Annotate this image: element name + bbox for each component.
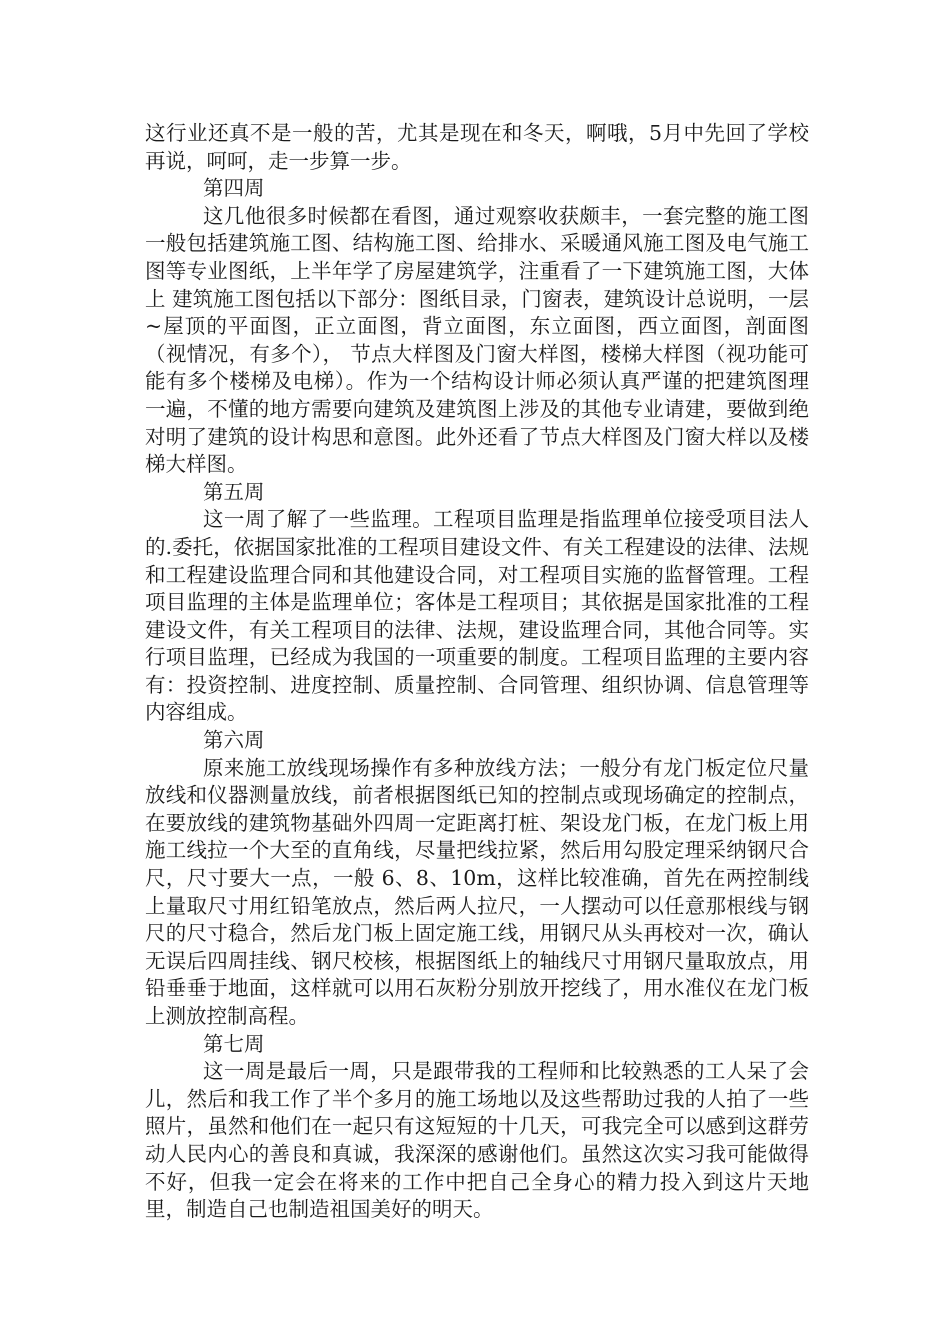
section-heading-week-5: 第五周 [203, 479, 265, 504]
paragraph-week-5: 这一周了解了一些监理。工程项目监理是指监理单位接受项目法人的.委托，依据国家批准的工程项目建设文件、有关工程建设的法律、法规和工程建设监理合同和其他建设合同，对工程项目实施的监督管理。工程项目监理的主体是监理单位；客体是工程项目；其依据是国家批准的工程建设文件，有关工程项目的法律、法规，建设监理合同，其他合同等。实行项目监理，已经成为我国的一项重要的制度。工程项目监理的主要内容有：投资控制、进度控制、质量控制、合同管理、组织协调、信息管理等内容组成。 [145, 507, 809, 725]
paragraph-week-7: 这一周是最后一周，只是跟带我的工程师和比较熟悉的工人呆了会儿，然后和我工作了半个多月的施工场地以及这些帮助过我的人拍了一些照片，虽然和他们在一起只有这短短的十几天，可我完全可以感到这群劳动人民内心的善良和真诚，我深深的感谢他们。虽然这次实习我可能做得不好，但我一定会在将来的工作中把自己全身心的精力投入到这片天地里，制造自己也制造祖国美好的明天。 [145, 1059, 809, 1222]
paragraph-week-6: 原来施工放线现场操作有多种放线方法；一般分有龙门板定位尺量放线和仪器测量放线，前者根据图纸已知的控制点或现场确定的控制点，在要放线的建筑物基础外四周一定距离打桩、架设龙门板，在龙门板上用施工线拉一个大至的直角线，尽量把线拉紧，然后用勾股定理采纳钢尺合尺，尺寸要大一点，一般 6、8、10m，这样比较准确，首先在两控制线上量取尺寸用红铅笔放点，然后两人拉尺，一人摆动可以任意那根线与钢尺的尺寸稳合，然后龙门板上固定施工线，用钢尺从头再校对一次，确认无误后四周挂线、钢尺校核，根据图纸上的轴线尺寸用钢尺量取放点，用铅垂垂于地面，这样就可以用石灰粉分别放开挖线了，用水准仪在龙门板上测放控制高程。 [145, 755, 809, 1028]
document-body [145, 120, 809, 1224]
section-heading-week-6: 第六周 [203, 728, 265, 753]
paragraph-continued: 这行业还真不是一般的苦，尤其是现在和冬天，啊哦，5月中先回了学校再说，呵呵，走一步算一步。 [145, 121, 809, 173]
section-heading-week-7: 第七周 [203, 1031, 265, 1056]
paragraph-week-4: 这几他很多时候都在看图，通过观察收获颇丰，一套完整的施工图一般包括建筑施工图、结构施工图、给排水、采暖通风施工图及电气施工图等专业图纸，上半年学了房屋建筑学，注重看了一下建筑施工图，大体上 建筑施工图包括以下部分：图纸目录，门窗表，建筑设计总说明，一层~屋顶的平面图，正立面图，背立面图，东立面图，西立面图，剖面图（视情况，有多个）， 节点大样图及门窗大样图，楼梯大样图（视功能可能有多个楼梯及电梯）。作为一个结构设计师必须认真严谨的把建筑图理一遍，不懂的地方需要向建筑及建筑图上涉及的其他专业请建，要做到绝对明了建筑的设计构思和意图。此外还看了节点大样图及门窗大样以及楼梯大样图。 [145, 203, 809, 477]
section-heading-week-4: 第四周 [203, 176, 265, 201]
